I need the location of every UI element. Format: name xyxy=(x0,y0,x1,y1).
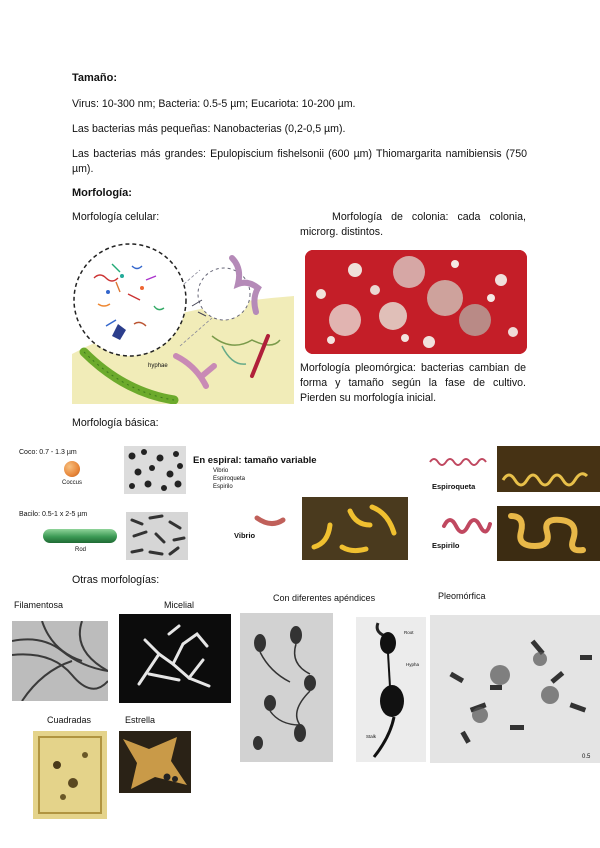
rod-illustration xyxy=(43,529,117,543)
stalk-label-root: Root xyxy=(404,630,414,635)
vibrio-illustration xyxy=(254,512,286,528)
espiroqueta-micrograph xyxy=(497,446,600,492)
espiral-title: En espiral: tamaño variable xyxy=(193,455,317,466)
vibrio-micrograph xyxy=(302,497,408,560)
coco-label: Coco: 0.7 - 1.3 µm xyxy=(19,449,77,456)
espiral-item-espiroqueta: Espiroqueta xyxy=(213,476,246,482)
cellular-morphology-diagram xyxy=(72,236,294,404)
stalk-label-hypha: Hypha xyxy=(406,662,420,667)
espirilo-micrograph xyxy=(497,506,600,561)
tamano-line2: Las bacterias más pequeñas: Nanobacterias (0,2-0,5 µm). xyxy=(72,123,346,135)
morfologia-heading: Morfología: xyxy=(72,187,132,199)
pleomorfica-micrograph xyxy=(430,615,600,763)
tamano-heading: Tamaño: xyxy=(72,72,118,84)
morfologia-basica-label: Morfología básica: xyxy=(72,417,159,429)
rod-micrograph xyxy=(126,512,188,560)
tamano-line1: Virus: 10-300 nm; Bacteria: 0.5-5 µm; Eucariota: 10-200 µm. xyxy=(72,98,356,110)
espiral-item-vibrio: Vibrio xyxy=(213,468,229,474)
espirilo-label: Espirilo xyxy=(432,541,460,550)
coccus-micrograph xyxy=(124,446,186,494)
stalk-label-stalk: Stalk xyxy=(366,734,377,739)
diagram-hyphae-label: hyphae xyxy=(148,363,168,369)
espirilo-illustration xyxy=(440,512,492,536)
espiral-item-espirilo: Espirilo xyxy=(213,484,233,490)
morfologia-celular-label: Morfología celular: xyxy=(72,211,160,223)
estrella-micrograph xyxy=(119,731,191,793)
filamentosa-micrograph xyxy=(12,621,108,701)
pleomorfica-scale: 0.5 xyxy=(582,754,591,760)
morfologia-pleomorfica-text: Morfología pleomórgica: bacterias cambian de forma y tamaño según la fase de cultivo. Pierden su morfología inicial. xyxy=(300,362,526,404)
apendices-label: Con diferentes apéndices xyxy=(273,593,376,603)
bacilo-label: Bacilo: 0.5-1 x 2-5 µm xyxy=(19,511,88,518)
otras-morfologias-label: Otras morfologías: xyxy=(72,574,160,586)
cuadradas-micrograph xyxy=(33,731,107,819)
micelial-label: Micelial xyxy=(164,600,195,610)
filamentosa-label: Filamentosa xyxy=(14,600,64,610)
colony-agar-photo xyxy=(305,250,527,354)
vibrio-label: Vibrio xyxy=(234,531,256,540)
morfologia-colonia-text: Morfología de colonia: cada colonia, microrg. distintos. xyxy=(300,211,526,238)
espiroqueta-illustration xyxy=(428,454,490,470)
espiroqueta-label: Espiroqueta xyxy=(432,482,476,491)
rod-caption: Rod xyxy=(75,547,87,553)
coccus-caption: Coccus xyxy=(62,480,83,486)
estrella-label: Estrella xyxy=(125,715,156,725)
micelial-micrograph xyxy=(119,614,231,703)
cuadradas-label: Cuadradas xyxy=(47,715,92,725)
pleomorfica-label: Pleomórfica xyxy=(438,591,486,601)
tamano-line3: Las bacterias más grandes: Epulopiscium fishelsonii (600 µm) Thiomargarita namibiensis (750 µm). xyxy=(72,148,527,175)
apendices-micrograph xyxy=(240,613,333,762)
stalked-bacterium-micrograph xyxy=(356,617,426,762)
coccus-illustration xyxy=(64,461,80,477)
